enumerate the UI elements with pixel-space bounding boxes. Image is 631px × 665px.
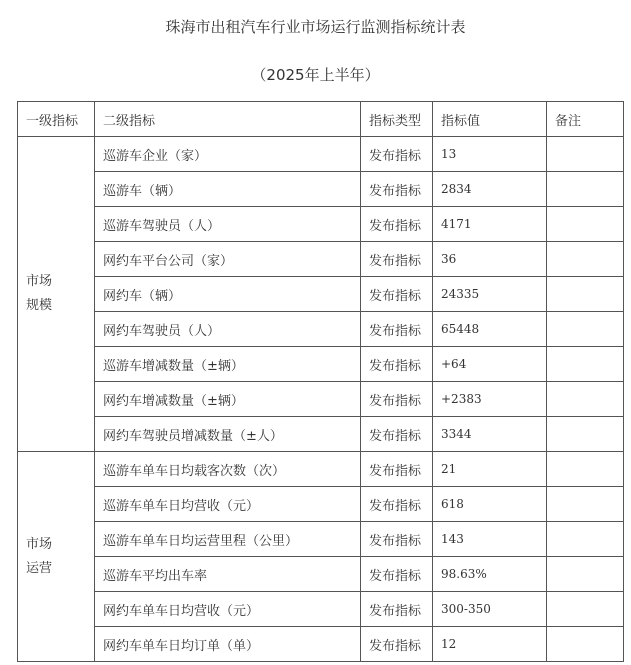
level1-indicator-label: 市场: [26, 274, 53, 289]
indicator-value-cell: 12: [433, 627, 547, 662]
indicator-value-cell: +64: [433, 347, 547, 382]
table-row: [18, 312, 624, 347]
note-cell: [547, 347, 624, 382]
table-row: [18, 277, 624, 312]
table-row: [18, 487, 624, 522]
table-row: [18, 417, 624, 452]
level2-indicator-cell: 网约车驾驶员增减数量（±人）: [95, 417, 361, 452]
table-row: [18, 557, 624, 592]
level2-indicator-cell: 巡游车企业（家）: [95, 137, 361, 172]
indicator-value-cell: 2834: [433, 172, 547, 207]
indicator-value-cell: 3344: [433, 417, 547, 452]
level2-indicator-cell: 巡游车单车日均载客次数（次）: [95, 452, 361, 487]
header-cell: 备注: [547, 102, 624, 137]
indicator-type-cell: 发布指标: [361, 627, 433, 662]
level1-indicator-label: 规模: [26, 298, 53, 313]
level2-indicator-cell: 网约车单车日均订单（单）: [95, 627, 361, 662]
indicator-type-cell: 发布指标: [361, 522, 433, 557]
note-cell: [547, 627, 624, 662]
indicator-type-cell: 发布指标: [361, 137, 433, 172]
note-cell: [547, 207, 624, 242]
indicator-type-cell: 发布指标: [361, 592, 433, 627]
indicator-value-cell: 65448: [433, 312, 547, 347]
note-cell: [547, 522, 624, 557]
header-cell: 二级指标: [95, 102, 361, 137]
table-row: [18, 382, 624, 417]
header-cell: 指标值: [433, 102, 547, 137]
indicator-value-cell: 98.63%: [433, 557, 547, 592]
table-row: [18, 242, 624, 277]
indicator-value-cell: 143: [433, 522, 547, 557]
indicator-type-cell: 发布指标: [361, 207, 433, 242]
level2-indicator-cell: 网约车增减数量（±辆）: [95, 382, 361, 417]
indicator-value-cell: 36: [433, 242, 547, 277]
level2-indicator-cell: 巡游车增减数量（±辆）: [95, 347, 361, 382]
table-row: [18, 207, 624, 242]
indicator-type-cell: 发布指标: [361, 277, 433, 312]
indicator-type-cell: 发布指标: [361, 452, 433, 487]
table-subtitle: （2025年上半年）: [251, 66, 380, 84]
header-row: [18, 102, 624, 137]
indicator-type-cell: 发布指标: [361, 417, 433, 452]
header-cell: 一级指标: [18, 102, 95, 137]
indicator-value-cell: 21: [433, 452, 547, 487]
level2-indicator-cell: 网约车单车日均营收（元）: [95, 592, 361, 627]
note-cell: [547, 277, 624, 312]
note-cell: [547, 592, 624, 627]
level1-indicator-label: 运营: [26, 560, 53, 576]
level1-indicator-cell: [18, 452, 95, 662]
table-row: [18, 347, 624, 382]
table-row: [18, 452, 624, 487]
level2-indicator-cell: 网约车平台公司（家）: [95, 242, 361, 277]
note-cell: [547, 242, 624, 277]
level2-indicator-cell: 巡游车单车日均营收（元）: [95, 487, 361, 522]
indicator-type-cell: 发布指标: [361, 172, 433, 207]
level2-indicator-cell: 网约车驾驶员（人）: [95, 312, 361, 347]
indicator-value-cell: +2383: [433, 382, 547, 417]
level2-indicator-cell: 巡游车单车日均运营里程（公里）: [95, 522, 361, 557]
indicator-type-cell: 发布指标: [361, 347, 433, 382]
note-cell: [547, 137, 624, 172]
table-row: [18, 137, 624, 172]
table-row: [18, 627, 624, 662]
indicator-type-cell: 发布指标: [361, 312, 433, 347]
note-cell: [547, 417, 624, 452]
indicator-type-cell: 发布指标: [361, 557, 433, 592]
table-row: [18, 592, 624, 627]
level2-indicator-cell: 网约车（辆）: [95, 277, 361, 312]
level1-indicator-label: 市场: [26, 536, 53, 552]
table-row: [18, 172, 624, 207]
table-title: 珠海市出租汽车行业市场运行监测指标统计表: [165, 18, 466, 36]
note-cell: [547, 452, 624, 487]
indicator-type-cell: 发布指标: [361, 382, 433, 417]
indicator-type-cell: 发布指标: [361, 487, 433, 522]
note-cell: [547, 557, 624, 592]
table-row: [18, 522, 624, 557]
indicator-value-cell: 24335: [433, 277, 547, 312]
level2-indicator-cell: 巡游车驾驶员（人）: [95, 207, 361, 242]
header-cell: 指标类型: [361, 102, 433, 137]
level1-indicator-cell: [18, 137, 95, 452]
indicator-table: [17, 101, 624, 662]
note-cell: [547, 172, 624, 207]
note-cell: [547, 382, 624, 417]
note-cell: [547, 487, 624, 522]
level2-indicator-cell: 巡游车（辆）: [95, 172, 361, 207]
note-cell: [547, 312, 624, 347]
indicator-value-cell: 300-350: [433, 592, 547, 627]
indicator-value-cell: 618: [433, 487, 547, 522]
indicator-value-cell: 4171: [433, 207, 547, 242]
level2-indicator-cell: 巡游车平均出车率: [95, 557, 361, 592]
indicator-type-cell: 发布指标: [361, 242, 433, 277]
indicator-value-cell: 13: [433, 137, 547, 172]
